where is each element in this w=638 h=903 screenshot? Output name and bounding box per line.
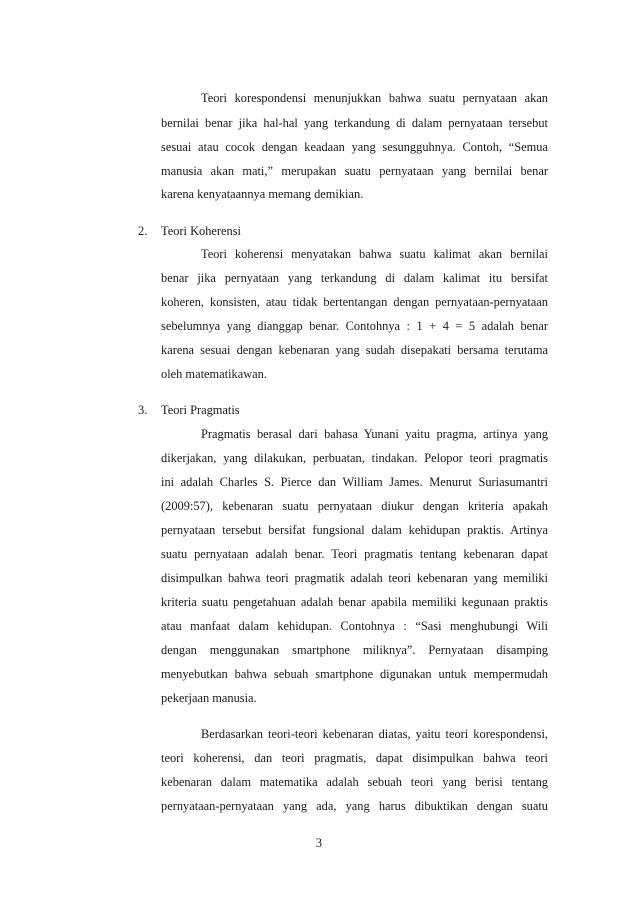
- intro-line-1: Teori korespondensi menunjukkan bahwa suatu pernyataan akan: [201, 91, 548, 105]
- conclusion-line-3: kebenaran dalam matematika adalah sebuah teori yang berisi tentang: [161, 775, 548, 789]
- section-3-line-1: Pragmatis berasal dari bahasa Yunani yaitu pragma, artinya yang: [201, 427, 548, 441]
- page-number: 3: [315, 836, 323, 850]
- section-3-line-3: ini adalah Charles S. Pierce dan William James. Menurut Suriasumantri: [161, 475, 548, 489]
- section-3-line-4: (2009:57), kebenaran suatu pernyataan diukur dengan kriteria apakah: [161, 499, 548, 513]
- section-2-line-5: karena sesuai dengan kebenaran yang sudah disepakati bersama terutama: [161, 343, 548, 357]
- conclusion-line-4: pernyataan-pernyataan yang ada, yang harus dibuktikan dengan suatu: [161, 799, 548, 813]
- section-2-line-2: benar jika pernyataan yang terkandung di dalam kalimat itu bersifat: [161, 271, 548, 285]
- section-2-line-4: sebelumnya yang dianggap benar. Contohnya : 1 + 4 = 5 adalah benar: [161, 319, 548, 333]
- section-3-line-2: dikerjakan, yang dilakukan, perbuatan, tindakan. Pelopor teori pragmatis: [161, 451, 548, 465]
- section-3-number: 3.: [138, 403, 148, 417]
- intro-line-2: bernilai benar jika hal-hal yang terkandung di dalam pernyataan tersebut: [161, 116, 548, 130]
- section-3-line-5: pernyataan tersebut bersifat fungsional dalam kehidupan praktis. Artinya: [161, 523, 548, 537]
- section-3-line-10: dengan menggunakan smartphone miliknya”. Pernyataan disamping: [161, 643, 548, 657]
- intro-line-5: karena kenyataannya memang demikian.: [161, 187, 364, 201]
- section-2-line-6: oleh matematikawan.: [161, 367, 267, 381]
- section-3-line-6: suatu pernyataan adalah benar. Teori pragmatis tentang kebenaran dapat: [161, 547, 548, 561]
- section-3-line-11: menyebutkan bahwa sebuah smartphone digunakan untuk mempermudah: [161, 667, 548, 681]
- section-3-line-8: kriteria suatu pengetahuan adalah benar apabila memiliki kegunaan praktis: [161, 595, 548, 609]
- section-2-number: 2.: [138, 224, 148, 238]
- section-3-heading: Teori Pragmatis: [161, 403, 240, 417]
- conclusion-line-2: teori koherensi, dan teori pragmatis, dapat disimpulkan bahwa teori: [161, 751, 548, 765]
- section-3-line-7: disimpulkan bahwa teori pragmatik adalah teori kebenaran yang memiliki: [161, 571, 548, 585]
- section-2-line-3: koheren, konsisten, atau tidak bertentangan dengan pernyataan-pernyataan: [161, 295, 548, 309]
- section-3-line-9: atau manfaat dalam kehidupan. Contohnya : “Sasi menghubungi Wili: [161, 619, 548, 633]
- intro-line-4: manusia akan mati,” merupakan suatu pernyataan yang bernilai benar: [161, 164, 548, 178]
- section-2-heading: Teori Koherensi: [161, 224, 241, 238]
- section-2-line-1: Teori koherensi menyatakan bahwa suatu kalimat akan bernilai: [201, 247, 548, 261]
- conclusion-line-1: Berdasarkan teori-teori kebenaran diatas, yaitu teori korespondensi,: [201, 727, 548, 741]
- intro-line-3: sesuai atau cocok dengan keadaan yang sesungguhnya. Contoh, “Semua: [161, 140, 548, 154]
- section-3-line-12: pekerjaan manusia.: [161, 691, 257, 705]
